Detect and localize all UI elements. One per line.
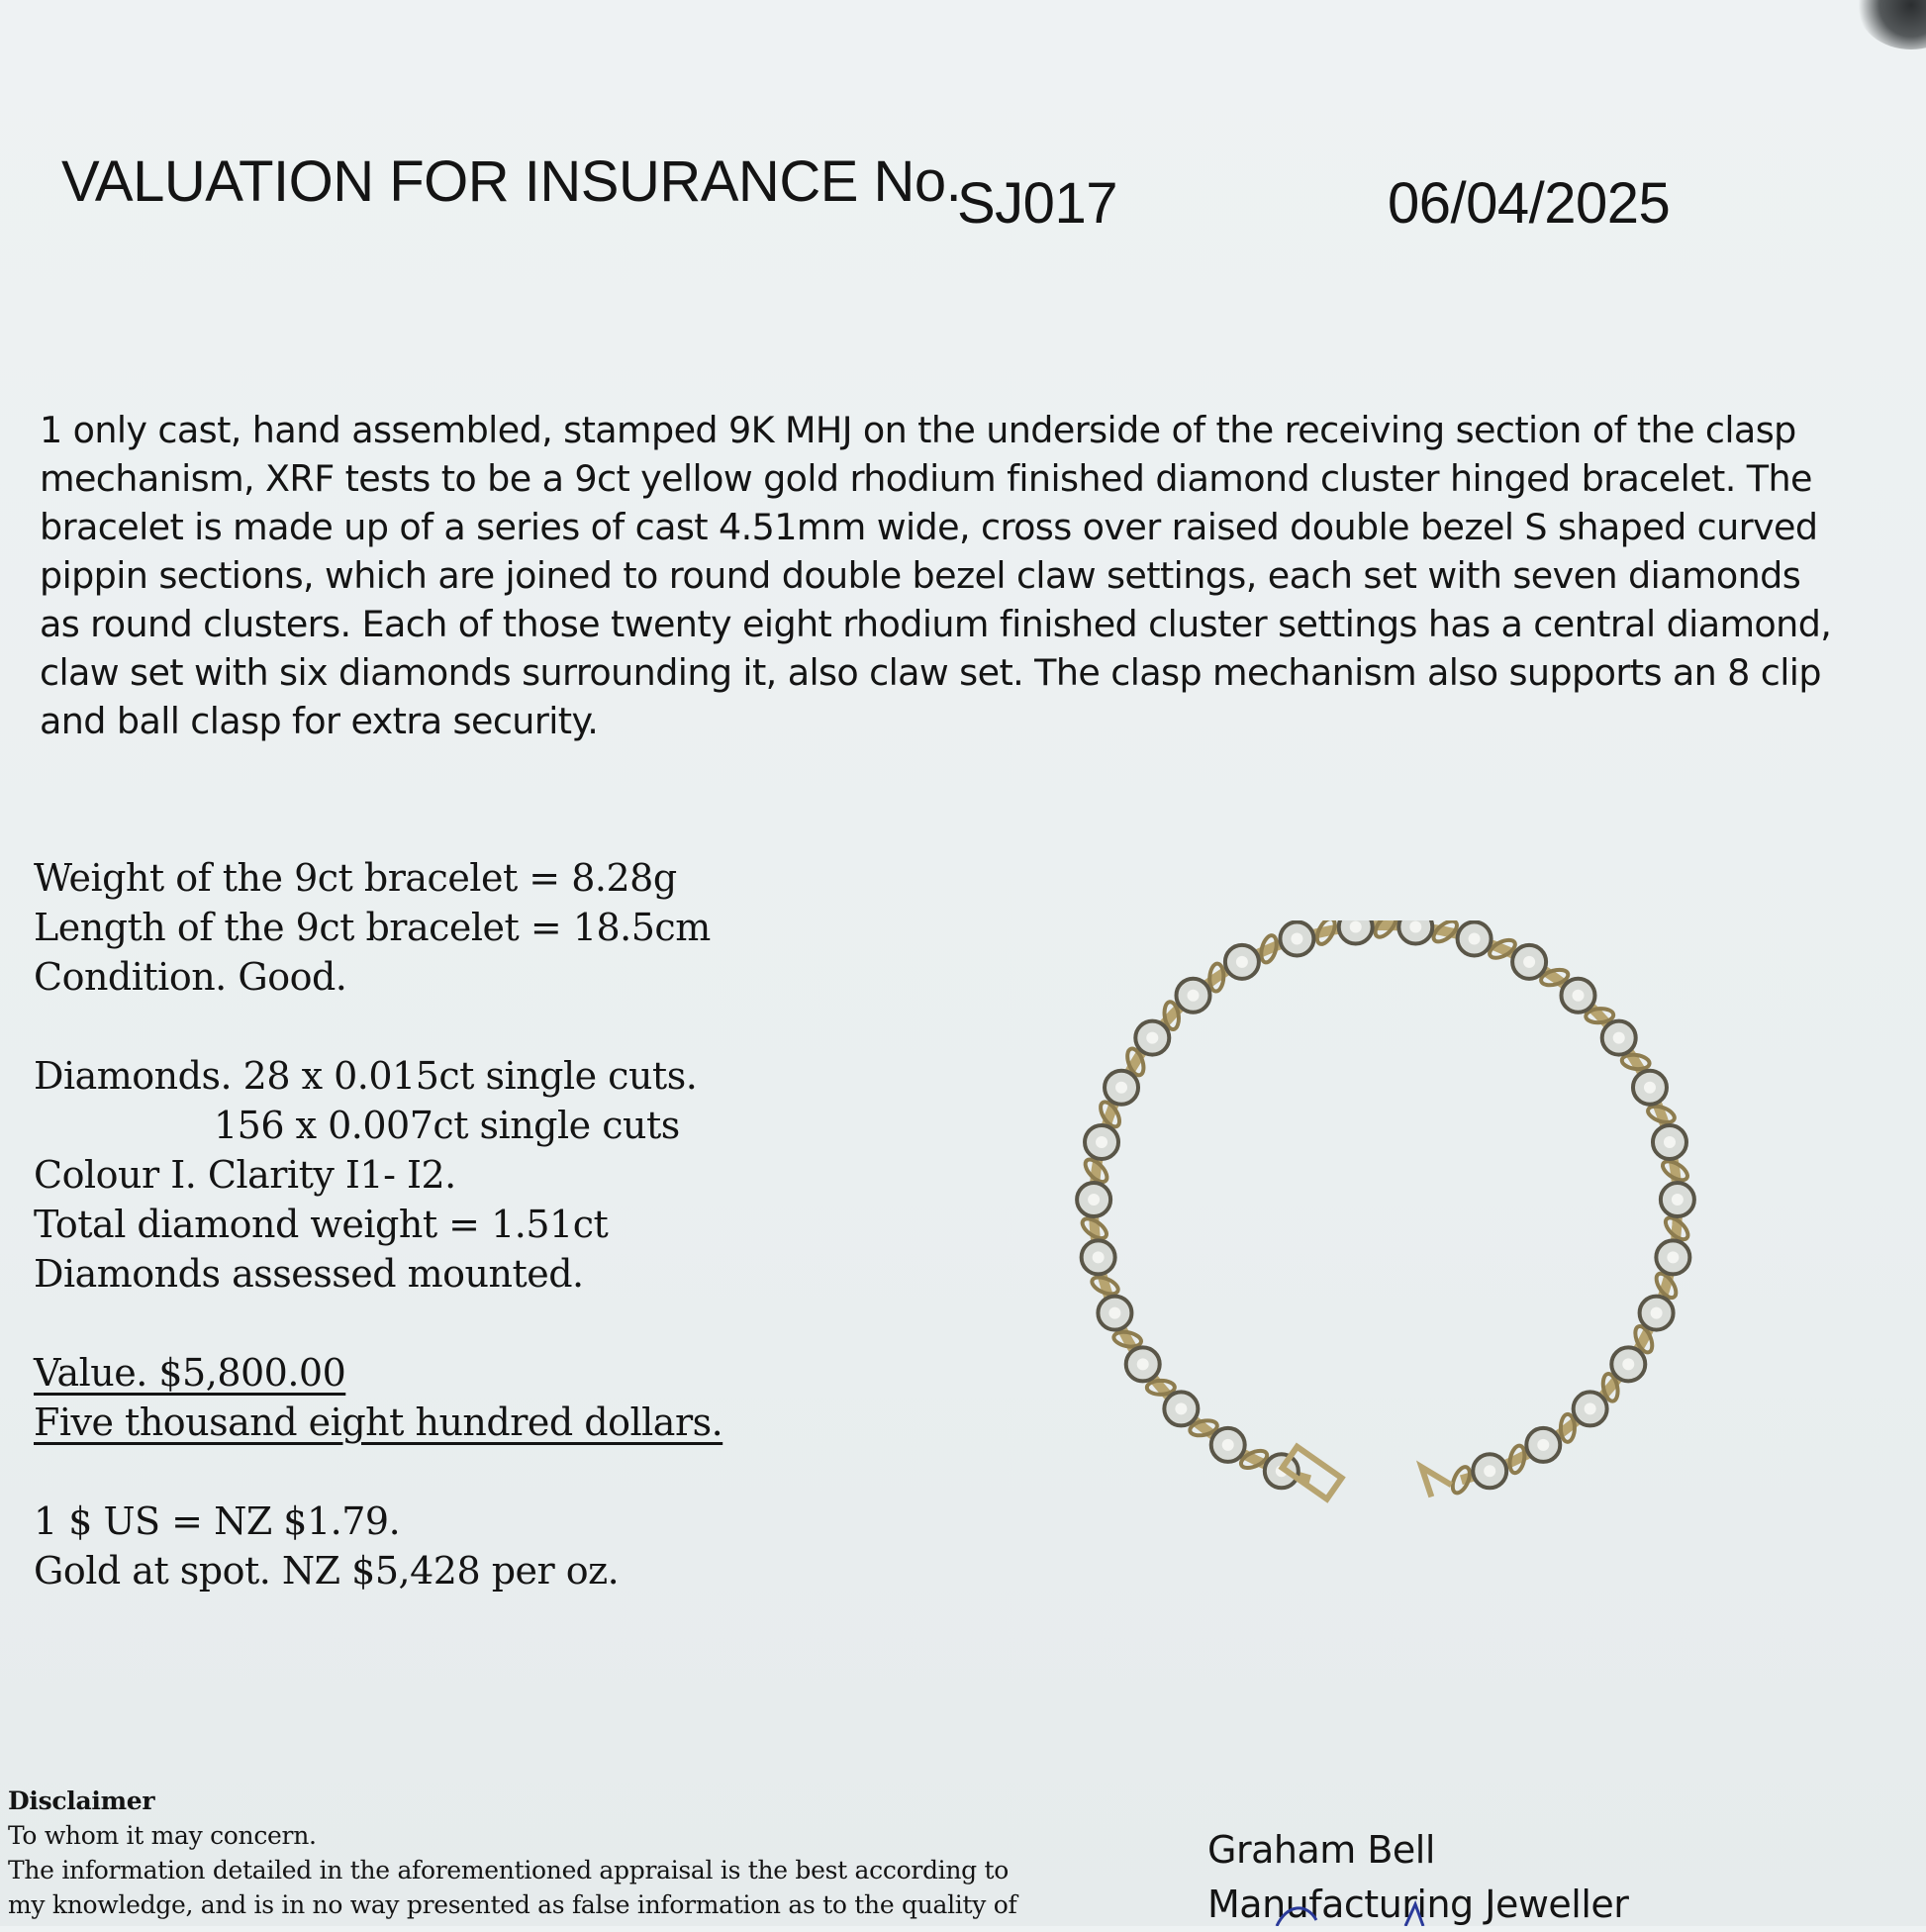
center-diamond — [1622, 1358, 1634, 1370]
center-diamond — [1537, 1439, 1549, 1451]
length-line: Length of the 9ct bracelet = 18.5cm — [34, 906, 711, 949]
total-weight-line: Total diamond weight = 1.51ct — [34, 1203, 609, 1246]
center-diamond — [1175, 1402, 1187, 1414]
center-diamond — [1523, 956, 1535, 968]
diamonds-line-1: Diamonds. 28 x 0.015ct single cuts. — [34, 1054, 698, 1098]
specs-block — [34, 853, 786, 1595]
center-diamond — [1093, 1251, 1105, 1263]
center-diamond — [1088, 1194, 1100, 1206]
heading-title: VALUATION FOR INSURANCE No. — [61, 149, 962, 214]
center-diamond — [1667, 1251, 1679, 1263]
signatory-role: Manufacturing Jeweller — [1207, 1883, 1629, 1926]
center-diamond — [1137, 1358, 1149, 1370]
colour-clarity-line: Colour I. Clarity I1- I2. — [34, 1153, 456, 1197]
disclaimer-line-3: my knowledge, and is in no way presented as false information as to the quality of — [8, 1890, 1017, 1919]
center-diamond — [1115, 1082, 1127, 1094]
center-diamond — [1146, 1032, 1158, 1044]
center-diamond — [1222, 1439, 1234, 1451]
signatory-name: Graham Bell — [1207, 1828, 1435, 1872]
value-words-line: Five thousand eight hundred dollars. — [34, 1401, 723, 1444]
center-diamond — [1350, 921, 1362, 933]
exchange-rate-line: 1 $ US = NZ $1.79. — [34, 1499, 401, 1543]
gold-spot-line: Gold at spot. NZ $5,428 per oz. — [34, 1549, 620, 1593]
center-diamond — [1108, 1307, 1120, 1319]
item-description: 1 only cast, hand assembled, stamped 9K MHJ on the underside of the receiving section of the clasp mechanism, XRF tests to be a 9ct yellow gold rhodium finished diamond cluster hinged bracelet. The bracelet is made up of a series of cast 4.51mm wide, cross over raised double bezel S shaped curved pippin sections, which are joined to round double bezel claw settings, each set with seven diamonds as round clusters. Each of those twenty eight rhodium finished cluster settings has a central diamond, claw set with six diamonds surrounding it, also claw set. The clasp mechanism also supports an 8 clip and ball clasp for extra security. — [40, 409, 1832, 742]
valuation-number: SJ017 — [957, 171, 1117, 236]
center-diamond — [1664, 1136, 1676, 1148]
value-line: Value. $5,800.00 — [34, 1351, 346, 1395]
disclaimer-line-2: The information detailed in the aforementioned appraisal is the best according to — [8, 1856, 1010, 1884]
center-diamond — [1651, 1307, 1663, 1319]
disclaimer-block — [8, 1784, 1097, 1922]
center-diamond — [1236, 956, 1248, 968]
disclaimer-heading: Disclaimer — [8, 1787, 155, 1815]
center-diamond — [1409, 921, 1421, 933]
valuation-date: 06/04/2025 — [1388, 171, 1671, 236]
clasp-tongue — [1421, 1467, 1451, 1497]
condition-line: Condition. Good. — [34, 955, 347, 999]
diamonds-line-2: 156 x 0.007ct single cuts — [214, 1104, 680, 1147]
center-diamond — [1585, 1402, 1596, 1414]
center-diamond — [1644, 1082, 1656, 1094]
assessed-line: Diamonds assessed mounted. — [34, 1252, 584, 1296]
center-diamond — [1573, 990, 1585, 1002]
corner-shadow — [1857, 0, 1926, 49]
weight-line: Weight of the 9ct bracelet = 8.28g — [34, 856, 677, 900]
center-diamond — [1613, 1032, 1625, 1044]
link-section — [1449, 1465, 1473, 1496]
bracelet-photo — [1029, 920, 1742, 1554]
center-diamond — [1096, 1136, 1107, 1148]
center-diamond — [1672, 1194, 1684, 1206]
signature-mark — [1267, 1900, 1445, 1926]
center-diamond — [1291, 932, 1302, 944]
center-diamond — [1469, 932, 1481, 944]
center-diamond — [1187, 990, 1199, 1002]
disclaimer-line-1: To whom it may concern. — [8, 1821, 317, 1850]
center-diamond — [1484, 1465, 1495, 1477]
clasp-box — [1283, 1447, 1342, 1499]
